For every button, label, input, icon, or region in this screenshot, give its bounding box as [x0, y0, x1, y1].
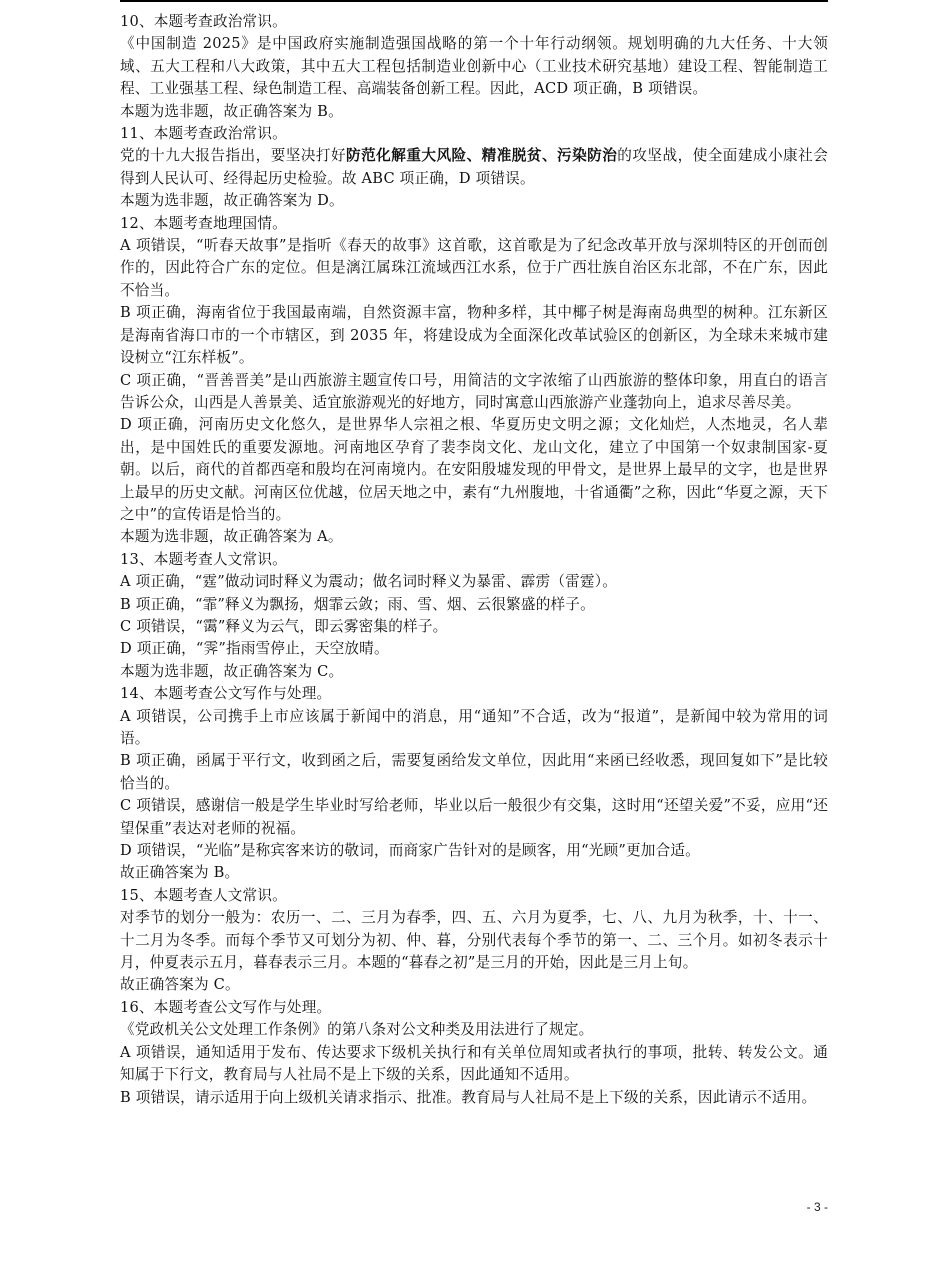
section-heading: 15、本题考查人文常识。 [120, 886, 287, 904]
paragraph: D 项错误，“光临”是称宾客来访的敬词，而商家广告针对的是顾客，用“光顾”更加合适。 [120, 842, 700, 860]
paragraph: D 项正确，河南历史文化悠久，是世界华人宗祖之根、华夏历史文明之源；文化灿烂，人杰地灵，名人辈出，是中国姓氏的重要发源地。河南地区孕育了裴李岗文化、龙山文化，建立了中国第一个奴隶制国家-夏朝。以后，商代的首都西亳和殷均在河南境内。在安阳殷墟发现的甲骨文，是世界上最早的文字，也是世界上最早的历史文献。河南区位优越，位居天地之中，素有“九州腹地，十省通衢”之称，因此“华夏之源，天下之中”的宣传语是恰当的。 [120, 416, 828, 523]
section-heading: 16、本题考查公文写作与处理。 [120, 998, 332, 1016]
section-heading: 14、本题考查公文写作与处理。 [120, 685, 332, 703]
paragraph: D 项正确，“霁”指雨雪停止，天空放晴。 [120, 640, 389, 658]
paragraph: C 项错误，感谢信一般是学生毕业时写给老师，毕业以后一般很少有交集，这时用“还望关爱”不妥，应用“还望保重”表达对老师的祝福。 [120, 797, 828, 837]
paragraph: 对季节的划分一般为：农历一、二、三月为春季，四、五、六月为夏季，七、八、九月为秋季，十、十一、十二月为冬季。而每个季节又可划分为初、仲、暮，分别代表每个季节的第一、二、三个月。如初冬表示十月，仲夏表示五月，暮春表示三月。本题的“暮春之初”是三月的开始，因此是三月上旬。 [120, 909, 828, 972]
answer-line: 故正确答案为 C。 [120, 976, 240, 994]
paragraph: A 项错误，公司携手上市应该属于新闻中的消息，用“通知”不合适，改为“报道”，是新闻中较为常用的词语。 [120, 707, 828, 747]
emphasis-text: 防范化解重大风险、精准脱贫、污染防治 [346, 147, 618, 165]
answer-explanations [120, 11, 828, 1109]
text-run: 党的十九大报告指出，要坚决打好 [120, 147, 347, 165]
section-heading: 10、本题考查政治常识。 [120, 13, 287, 30]
paragraph: A 项错误，“听春天故事”是指听《春天的故事》这首歌，这首歌是为了纪念改革开放与深圳特区的开创而创作的，因此符合广东的定位。但是漓江属珠江流域西江水系，位于广西壮族自治区东北部，不在广东，因此不恰当。 [120, 237, 828, 299]
answer-line: 故正确答案为 B。 [120, 864, 240, 882]
page-number: - 3 - [806, 1200, 828, 1214]
paragraph-with-emphasis [120, 145, 828, 190]
section-heading: 13、本题考查人文常识。 [120, 550, 287, 568]
paragraph: C 项正确，“晋善晋美”是山西旅游主题宣传口号，用简洁的文字浓缩了山西旅游的整体印象，用直白的语言告诉公众，山西是人善景美、适宜旅游观光的好地方，同时寓意山西旅游产业蓬勃向上，追求尽善尽美。 [120, 371, 828, 411]
answer-line: 本题为选非题，故正确答案为 D。 [120, 192, 344, 210]
paragraph: B 项正确，海南省位于我国最南端，自然资源丰富，物种多样，其中椰子树是海南岛典型的树种。江东新区是海南省海口市的一个市辖区，到 2035 年，将建设成为全面深化改革试验区的创新区，为全球未来城市建设树立“江东样板”。 [120, 304, 828, 367]
paragraph: B 项正确，“霏”释义为飘扬，烟霏云敛；雨、雪、烟、云很繁盛的样子。 [120, 595, 595, 613]
paragraph: B 项错误，请示适用于向上级机关请求指示、批准。教育局与人社局不是上下级的关系，因此请示不适用。 [120, 1088, 817, 1106]
paragraph: A 项正确，“霆”做动词时释义为震动；做名词时释义为暴雷、霹雳（雷霆）。 [120, 573, 618, 591]
section-heading: 12、本题考查地理国情。 [120, 214, 287, 232]
answer-line: 本题为选非题，故正确答案为 B。 [120, 102, 343, 120]
paragraph: C 项错误，“霭”释义为云气，即云雾密集的样子。 [120, 617, 448, 635]
header-rule [120, 0, 828, 2]
paragraph: 《中国制造 2025》是中国政府实施制造强国战略的第一个十年行动纲领。规划明确的九大任务、十大领域、五大工程和八大政策，其中五大工程包括制造业创新中心（工业技术研究基地）建设工程、智能制造工程、工业强基工程、绿色制造工程、高端装备创新工程。因此，ACD 项正确，B 项错误。 [120, 35, 828, 98]
answer-line: 本题为选非题，故正确答案为 A。 [120, 528, 343, 546]
paragraph: A 项错误，通知适用于发布、传达要求下级机关执行和有关单位周知或者执行的事项，批转、转发公文。通知属于下行文，教育局与人社局不是上下级的关系，因此通知不适用。 [120, 1043, 828, 1084]
paragraph: 《党政机关公文处理工作条例》的第八条对公文种类及用法进行了规定。 [120, 1021, 594, 1039]
section-heading: 11、本题考查政治常识。 [120, 125, 287, 143]
paragraph: B 项正确，函属于平行文，收到函之后，需要复函给发文单位，因此用“来函已经收悉，现回复如下”是比较恰当的。 [120, 752, 828, 792]
text-run: 的攻坚战，使全面建成小康社会得到人民认可、经得起历史检验。故 ABC 项正确，D 项错误。 [120, 147, 828, 187]
answer-line: 本题为选非题，故正确答案为 C。 [120, 662, 344, 680]
